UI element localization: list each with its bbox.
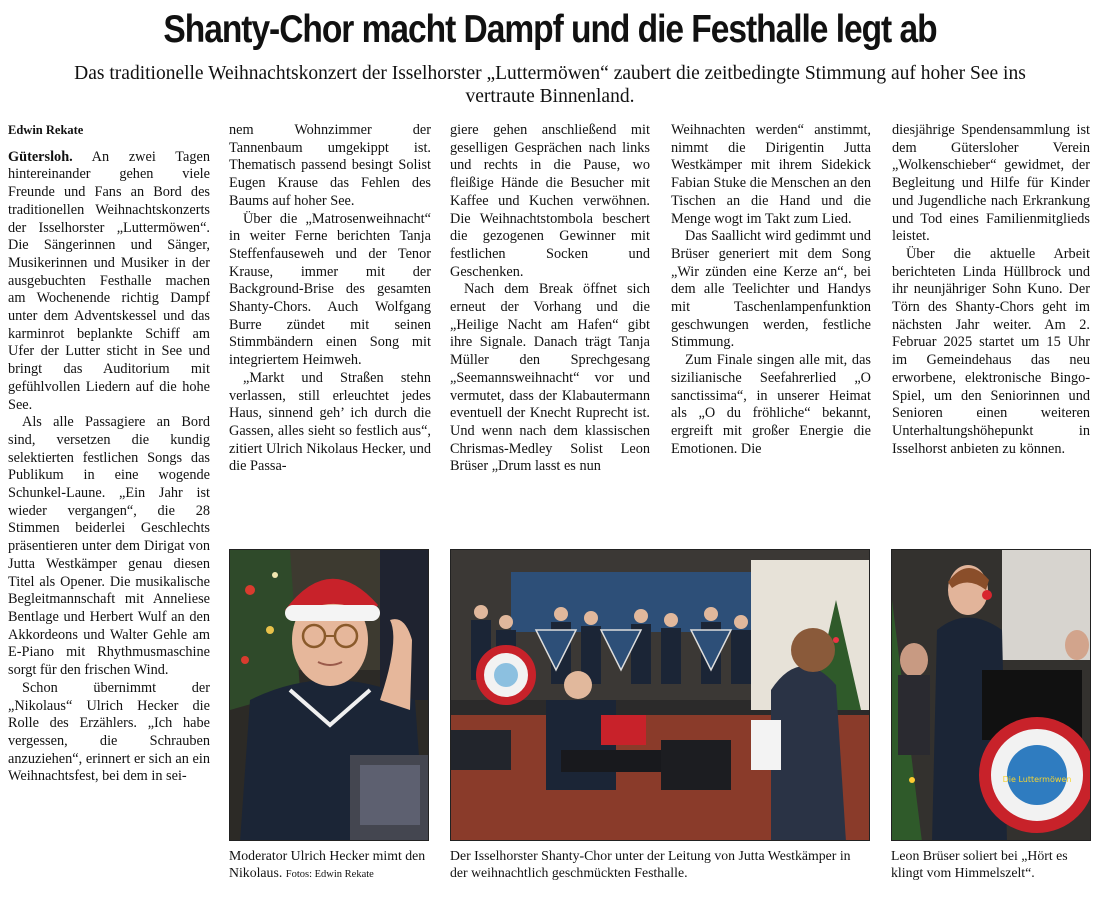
paragraph: giere gehen anschließend mit geselligen Gesprächen nach links und rechts in die Pause, wo fleißige Hände die Besucher mit Kaffee und Kuchen verwöhnen. Die Weihnachtstombola beschert die gezogenen Gewinner mit festlichen Socken und Geschenken. <box>450 122 650 280</box>
photo-nikolaus <box>229 549 429 841</box>
caption-soloist: Leon Brüser soliert bei „Hört es klingt vom Himmelszelt“. <box>891 848 1068 880</box>
nikolaus-image <box>230 550 429 841</box>
author-byline: Edwin Rekate <box>8 123 84 137</box>
paragraph: Nach dem Break öffnet sich erneut der Vorhang und die „Heilige Nacht am Hafen“ gibt ihre Signale. Danach trägt Tanja Müller den Sprechgesang „Seemannsweihnacht“ vor und vermutet, dass der Klabautermann eventuell der Knecht Ruprecht ist. Und wenn nach dem klassischen Chrismas-Medley Solist Leon Brüser „Drum lasst es nun <box>450 281 650 475</box>
dateline: Gütersloh. <box>8 148 73 165</box>
caption-nikolaus <box>229 847 434 883</box>
paragraph: nem Wohnzimmer der Tannenbaum umgekippt ist. Thematisch passend besingt Solist Eugen Krause das Fehlen des Baums auf hoher See. <box>229 122 431 209</box>
paragraph: Als alle Passagiere an Bord sind, versetzen die kundig selektierten festlichen Songs das Publikum in eine wogende Schunkel-Laune. „Ein Jahr ist wieder vergangen“, die 28 Stimmen beiderlei Geschlechts präsentieren unter dem Dirigat von Jutta Westkämper genau diesen Titel als Opener. Die musikalische Begleitmannschaft mit Anneliese Bentlage und Herbert Wulf an den Akkordeons und Walter Gehle am E-Piano mit Rhythmusmaschine sorgt für den frischen Wind. <box>8 414 210 679</box>
paragraph: Schon übernimmt der „Nikolaus“ Ulrich Hecker die Rolle des Erzählers. „Ich habe vergessen, die Schrauben anzuziehen“, erinnert er sich an ein Weihnachtsfest, bei dem in sei- <box>8 679 210 785</box>
caption-choir: Der Isselhorster Shanty-Chor unter der Leitung von Jutta Westkämper in der weihnachtlich geschmückten Festhalle. <box>450 848 851 880</box>
paragraph: „Markt und Straßen stehn verlassen, still erleuchtet jedes Haus, sinnend geh’ ich durch die Gassen, alles sieht so festlich aus“, zitiert Ulrich Nikolaus Hecker, und die Passa- <box>229 369 431 475</box>
article-column-1 <box>8 122 210 786</box>
paragraph: Zum Finale singen alle mit, das sizilianische Seefahrerlied „O sanctissima“, in unserer Heimat als „O du fröhliche“ bekannt, ergreift mit großer Energie die Emotionen. Die <box>671 352 871 457</box>
article-column-4 <box>671 122 871 458</box>
paragraph: Das Saallicht wird gedimmt und Brüser generiert mit dem Song „Wir zünden eine Kerze an“, bei dem alle Teelichter und Handys mit Taschenlampenfunktion geschwungen werden, festliche Stimmung. <box>671 228 871 351</box>
article-column-3 <box>450 122 650 476</box>
paragraph: Über die „Matrosenweihnacht“ in weiter Ferne berichten Tanja Steffenfauseweh und der Tenor Krause, immer mit der Background-Brise des gesamten Shanty-Chors. Auch Wolfgang Burre zündet mit seinen Stimmbändern einen Song mit integriertem Heimweh. <box>229 210 431 369</box>
choir-image <box>451 550 870 841</box>
paragraph: Weihnachten werden“ anstimmt, nimmt die Dirigentin Jutta Westkämper mit ihrem Sidekick Fabian Stuke die Menschen an den Tischen an die Hand und die Menge wogt im Takt zum Lied. <box>671 122 871 227</box>
photo-soloist <box>891 549 1091 841</box>
subtitle: Das traditionelle Weihnachtskonzert der Isselhorster „Luttermöwen“ zaubert die zeitbedingte Stimmung auf hoher See ins vertraute Binnenland. <box>74 63 1026 107</box>
paragraph-text: An zwei Tagen hintereinander gehen viele Freunde und Fans an Bord des traditionellen Weihnachtskonzerts der Isselhorster „Luttermöwen“. Die Sängerinnen und Sänger, Musikerinnen und Musiker in der ausgebuchten Festhalle machen am Wochenende richtig Dampf unter dem Adventskessel und das karminrot beplankte Schiff am Ufer der Lutter sticht in See und bringt das Auditorium mit gefühlvollen Liedern auf die hohe See. <box>8 148 210 413</box>
ring-logo-text: Die Luttermöwen <box>1002 775 1072 784</box>
photo-credit: Fotos: Edwin Rekate <box>285 869 374 880</box>
paragraph: Über die aktuelle Arbeit berichteten Linda Hüllbrock und ihr neunjähriger Sohn Kuno. Der Törn des Shanty-Chors geht im nächsten Jahr weiter. Am 2. Februar 2025 startet um 15 Uhr im Gemeindehaus das neu erworbene, elektronische Bingo-Spiel, um den Seniorinnen und Senioren einen weiteren Unterhaltungshöhepunkt in Isselhorst anbieten zu können. <box>892 245 1090 457</box>
article-column-5 <box>892 122 1090 458</box>
photo-choir <box>450 549 870 841</box>
paragraph <box>8 149 210 415</box>
article-column-2 <box>229 122 431 476</box>
paragraph: diesjährige Spendensammlung ist dem Gütersloher Verein „Wolkenschieber“ gewidmet, der Begleitung und Hilfe für Kinder und Jugendliche nach Erkrankung und Tod eines Familienmitglieds leistet. <box>892 122 1090 245</box>
soloist-image <box>892 550 1091 841</box>
headline: Shanty-Chor macht Dampf und die Festhalle legt ab <box>163 8 937 51</box>
caption-text: Moderator Ulrich Hecker mimt den Nikolaus. <box>229 848 426 880</box>
